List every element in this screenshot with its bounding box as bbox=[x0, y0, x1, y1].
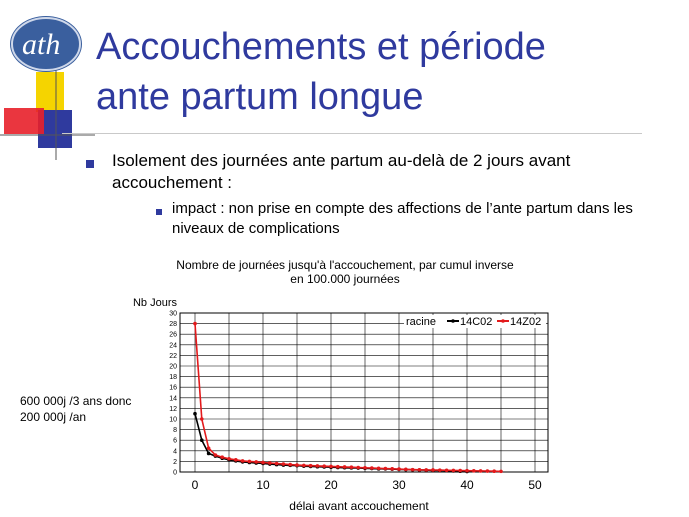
legend-label-14Z02: 14Z02 bbox=[510, 316, 542, 328]
y-tick-label: 0 bbox=[173, 469, 177, 477]
x-tick-label: 30 bbox=[392, 478, 406, 492]
data-point-14Z02 bbox=[275, 462, 279, 466]
data-point-14Z02 bbox=[411, 468, 415, 472]
data-point-14Z02 bbox=[295, 463, 299, 467]
plot-area bbox=[180, 313, 548, 472]
data-point-14C02 bbox=[200, 438, 204, 442]
x-tick-label: 40 bbox=[460, 478, 474, 492]
bullet-text-2: impact : non prise en compte des affections de l’ante partum dans les niveaux de complications bbox=[172, 200, 633, 237]
data-point-14Z02 bbox=[316, 464, 320, 468]
data-point-14Z02 bbox=[492, 469, 496, 473]
x-tick-label: 10 bbox=[256, 478, 270, 492]
data-point-14Z02 bbox=[404, 468, 408, 472]
legend-prefix: racine bbox=[406, 316, 436, 328]
y-tick-label: 18 bbox=[169, 374, 177, 382]
data-point-14Z02 bbox=[268, 461, 272, 465]
y-tick-label: 12 bbox=[169, 405, 177, 413]
data-point-14Z02 bbox=[445, 469, 449, 473]
data-point-14Z02 bbox=[431, 468, 435, 472]
data-point-14C02 bbox=[207, 452, 211, 456]
y-tick-label: 4 bbox=[173, 448, 177, 456]
x-axis-label: délai avant accouchement bbox=[289, 499, 429, 513]
data-point-14Z02 bbox=[397, 467, 401, 471]
data-point-14Z02 bbox=[248, 460, 252, 464]
data-point-14Z02 bbox=[479, 469, 483, 473]
data-point-14Z02 bbox=[329, 465, 333, 469]
data-point-14Z02 bbox=[458, 469, 462, 473]
x-tick-label: 50 bbox=[528, 478, 542, 492]
logo-text: ath bbox=[22, 28, 61, 61]
legend-marker-14C02 bbox=[451, 319, 455, 323]
data-point-14Z02 bbox=[343, 465, 347, 469]
y-tick-label: 26 bbox=[169, 331, 177, 339]
data-point-14Z02 bbox=[309, 464, 313, 468]
side-note-line-1: 600 000j /3 ans donc bbox=[20, 394, 132, 408]
data-point-14Z02 bbox=[377, 466, 381, 470]
data-point-14Z02 bbox=[499, 470, 503, 474]
data-point-14Z02 bbox=[356, 466, 360, 470]
y-tick-label: 6 bbox=[173, 437, 177, 445]
data-point-14Z02 bbox=[207, 446, 211, 450]
y-tick-label: 16 bbox=[169, 384, 177, 392]
data-point-14Z02 bbox=[424, 468, 428, 472]
y-tick-label: 22 bbox=[169, 352, 177, 360]
data-point-14Z02 bbox=[288, 463, 292, 467]
data-point-14Z02 bbox=[465, 469, 469, 473]
data-point-14Z02 bbox=[438, 468, 442, 472]
data-point-14Z02 bbox=[363, 466, 367, 470]
y-tick-label: 8 bbox=[173, 427, 177, 435]
data-point-14Z02 bbox=[193, 322, 197, 326]
data-point-14Z02 bbox=[220, 455, 224, 459]
data-point-14Z02 bbox=[241, 459, 245, 463]
legend-label-14C02: 14C02 bbox=[460, 316, 493, 328]
side-note-line-2: 200 000j /an bbox=[20, 410, 87, 424]
y-tick-label: 14 bbox=[169, 395, 177, 403]
y-tick-label: 24 bbox=[169, 342, 177, 350]
data-point-14Z02 bbox=[227, 457, 231, 461]
data-point-14Z02 bbox=[322, 464, 326, 468]
data-point-14Z02 bbox=[234, 458, 238, 462]
data-point-14Z02 bbox=[200, 417, 204, 421]
chart-title-line-1: Nombre de journées jusqu'à l'accouchement, par cumul inverse bbox=[176, 258, 514, 272]
data-point-14Z02 bbox=[336, 465, 340, 469]
data-point-14Z02 bbox=[254, 460, 258, 464]
y-axis-label: Nb Jours bbox=[132, 297, 177, 309]
y-tick-label: 28 bbox=[169, 321, 177, 329]
y-tick-label: 2 bbox=[173, 458, 177, 466]
data-point-14Z02 bbox=[214, 453, 218, 457]
data-point-14Z02 bbox=[384, 467, 388, 471]
data-point-14Z02 bbox=[390, 467, 394, 471]
data-point-14Z02 bbox=[452, 469, 456, 473]
x-tick-label: 0 bbox=[191, 478, 199, 492]
data-point-14Z02 bbox=[261, 461, 265, 465]
chart-title-line-2: en 100.000 journées bbox=[290, 272, 400, 286]
title-line-2: ante partum longue bbox=[96, 76, 424, 118]
data-point-14C02 bbox=[193, 412, 197, 416]
y-tick-label: 30 bbox=[169, 310, 177, 318]
data-point-14Z02 bbox=[282, 462, 286, 466]
data-point-14Z02 bbox=[370, 466, 374, 470]
data-point-14Z02 bbox=[350, 465, 354, 469]
title-line-1: Accouchements et période bbox=[96, 26, 546, 68]
y-tick-label: 10 bbox=[169, 416, 177, 424]
y-tick-label: 20 bbox=[169, 363, 177, 371]
x-tick-label: 20 bbox=[324, 478, 338, 492]
data-point-14Z02 bbox=[472, 469, 476, 473]
legend-marker-14Z02 bbox=[501, 319, 505, 323]
bullet-text-1: Isolement des journées ante partum au-delà de 2 jours avant accouchement : bbox=[112, 151, 571, 192]
data-point-14Z02 bbox=[302, 464, 306, 468]
data-point-14Z02 bbox=[486, 469, 490, 473]
data-point-14Z02 bbox=[418, 468, 422, 472]
